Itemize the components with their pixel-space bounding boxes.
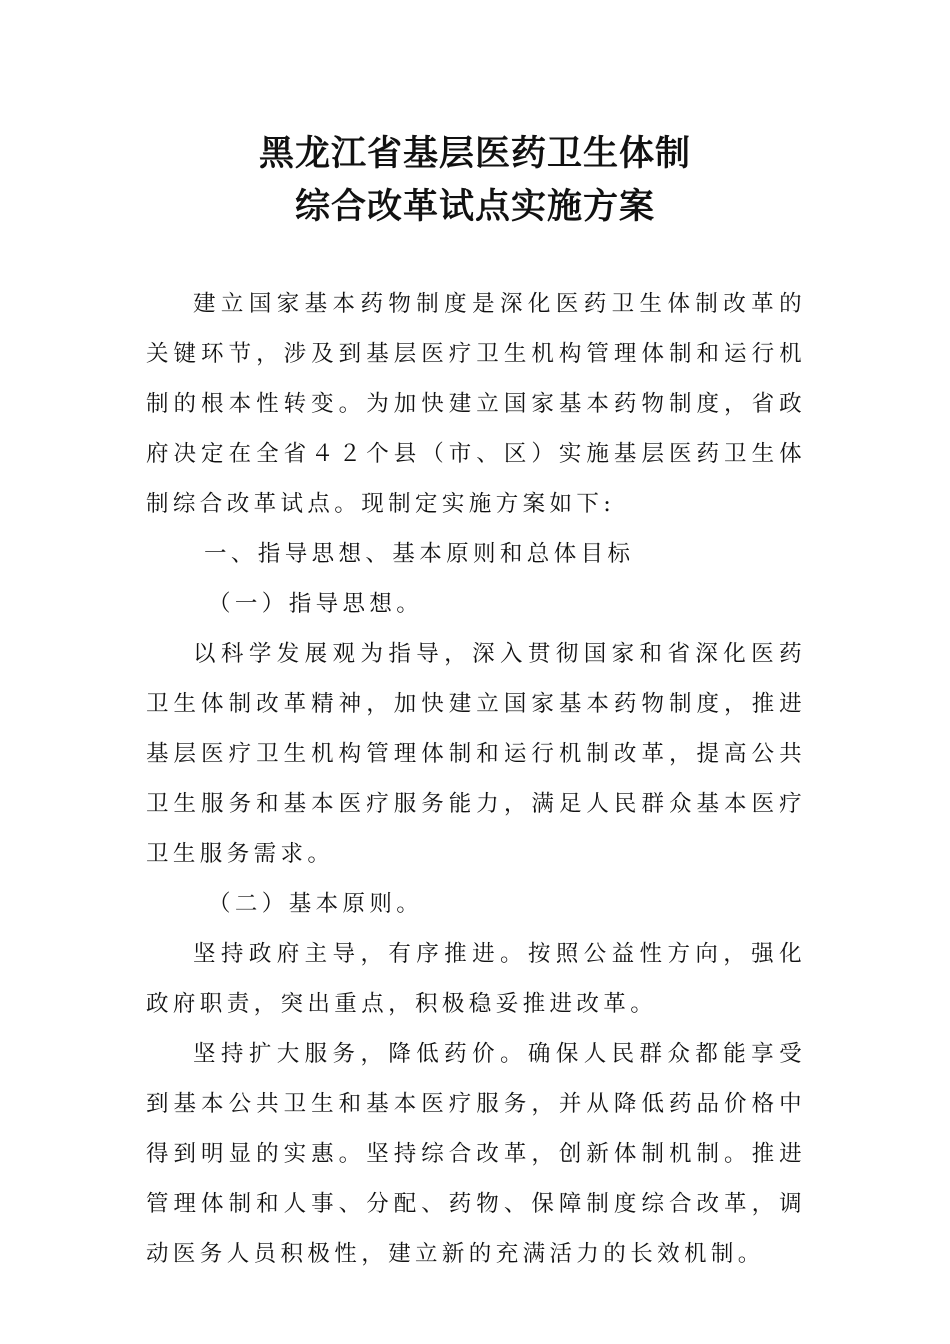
guiding-thought-paragraph: 以科学发展观为指导，深入贯彻国家和省深化医药卫生体制改革精神，加快建立国家基本药物制度，推进基层医疗卫生机构管理体制和运行机制改革，提高公共卫生服务和基本医疗服务能力，满足人民群众基本医疗卫生服务需求。	[146, 641, 806, 867]
section-heading-guidelines: 一、指导思想、基本原则和总体目标	[204, 541, 635, 567]
subsection-heading-guiding-thought: （一）指导思想。	[208, 591, 424, 617]
principle-paragraph-2: 坚持扩大服务，降低药价。确保人民群众都能享受到基本公共卫生和基本医疗服务，并从降低药品价格中得到明显的实惠。坚持综合改革，创新体制机制。推进管理体制和人事、分配、药物、保障制度综合改革，调动医务人员积极性，建立新的充满活力的长效机制。	[146, 1041, 806, 1267]
title-line-2: 综合改革试点实施方案	[294, 187, 655, 227]
document-title	[0, 128, 950, 234]
subsection-heading-principles: （二）基本原则。	[208, 891, 424, 917]
principle-paragraph-1: 坚持政府主导，有序推进。按照公益性方向，强化政府职责，突出重点，积极稳妥推进改革。	[146, 941, 806, 1017]
title-line-1: 黑龙江省基层医药卫生体制	[258, 134, 691, 174]
document-body	[146, 279, 806, 1279]
intro-paragraph: 建立国家基本药物制度是深化医药卫生体制改革的关键环节，涉及到基层医疗卫生机构管理体制和运行机制的根本性转变。为加快建立国家基本药物制度，省政府决定在全省４２个县（市、区）实施基层医药卫生体制综合改革试点。现制定实施方案如下:	[146, 291, 806, 517]
